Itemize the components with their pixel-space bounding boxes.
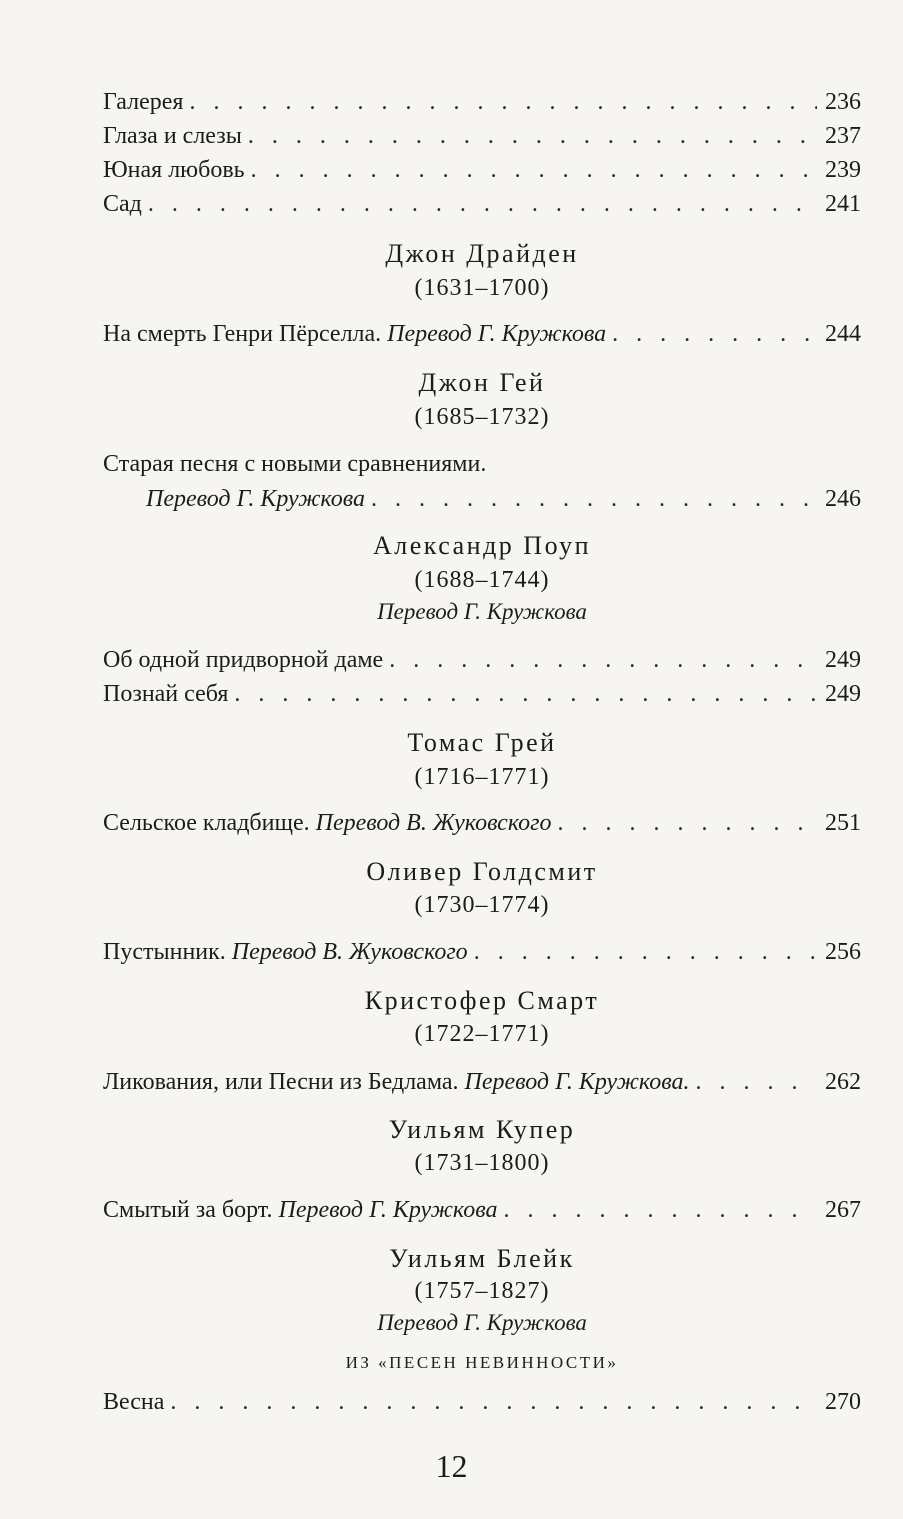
dot-leader	[251, 155, 817, 185]
entry-page: 236	[825, 89, 861, 115]
entry-page: 249	[825, 647, 861, 673]
toc-entry	[103, 937, 861, 967]
section-heading: ИЗ «ПЕСЕН НЕВИННОСТИ»	[345, 1353, 619, 1372]
entry-translator: Перевод Г. Кружкова	[278, 1197, 498, 1223]
toc-entry	[103, 319, 861, 349]
entry-title: Познай себя	[103, 681, 229, 707]
dot-leader	[389, 645, 817, 675]
dot-leader	[234, 679, 817, 709]
toc-entry	[103, 189, 861, 219]
toc-entry	[103, 121, 861, 151]
entry-title: Ликования, или Песни из Бедлама. Перевод Г. Кружкова.	[103, 1069, 690, 1095]
entry-title: Галерея	[103, 89, 184, 115]
entry-page: 244	[825, 321, 861, 347]
author-years: (1722–1771)	[414, 1021, 550, 1047]
entry-page: 270	[825, 1389, 861, 1415]
entry-page: 249	[825, 681, 861, 707]
toc-entry	[103, 679, 861, 709]
entry-page: 246	[825, 486, 861, 512]
dot-leader	[248, 121, 817, 151]
toc-entry	[103, 645, 861, 675]
entry-title: Глаза и слезы	[103, 123, 242, 149]
author-name: Джон Драйден	[385, 239, 579, 268]
entry-title	[146, 484, 365, 514]
toc-entry	[103, 155, 861, 185]
author-name: Джон Гей	[418, 368, 546, 397]
author-name: Оливер Голдсмит	[366, 857, 598, 886]
entry-title: Весна	[103, 1389, 165, 1415]
author-years: (1730–1774)	[414, 892, 550, 918]
entry-translator: Перевод Г. Кружкова.	[464, 1069, 690, 1095]
dot-leader	[474, 937, 817, 967]
toc-entry	[103, 1067, 861, 1097]
toc-entry	[103, 1387, 861, 1417]
author-years: (1757–1827)	[414, 1278, 550, 1304]
author-years: (1631–1700)	[414, 275, 550, 301]
entry-title: Смытый за борт. Перевод Г. Кружкова	[103, 1197, 498, 1223]
entry-translator: Перевод В. Жуковского	[231, 939, 468, 965]
toc-entry	[146, 484, 861, 514]
entry-page: 251	[825, 810, 861, 836]
author-name: Александр Поуп	[372, 531, 591, 560]
entry-title: Пустынник. Перевод В. Жуковского	[103, 939, 468, 965]
dot-leader	[189, 87, 817, 117]
entry-translator: Перевод В. Жуковского	[315, 810, 552, 836]
entry-title: Об одной придворной даме	[103, 647, 384, 673]
author-name: Уильям Блейк	[389, 1244, 575, 1273]
author-years: (1716–1771)	[414, 764, 550, 790]
entry-page: 239	[825, 157, 861, 183]
dot-leader	[503, 1195, 817, 1225]
entry-page: 262	[825, 1069, 861, 1095]
page-number: 12	[435, 1448, 468, 1484]
entry-translator: Перевод Г. Кружкова	[146, 486, 365, 512]
author-name: Кристофер Смарт	[364, 986, 600, 1015]
toc-entry	[103, 449, 861, 479]
entry-page: 256	[825, 939, 861, 965]
dot-leader	[148, 189, 817, 219]
entry-page: 237	[825, 123, 861, 149]
entry-translator: Перевод Г. Кружкова	[387, 321, 607, 347]
entry-title: Старая песня с новыми сравнениями.	[103, 451, 487, 477]
dot-leader	[170, 1387, 817, 1417]
toc-entry	[103, 87, 861, 117]
entry-page: 241	[825, 191, 861, 217]
toc-entry	[103, 1195, 861, 1225]
dot-leader	[558, 808, 818, 838]
entry-title: На смерть Генри Пёрселла. Перевод Г. Кружкова	[103, 321, 607, 347]
dot-leader	[695, 1067, 817, 1097]
author-translator: Перевод Г. Кружкова	[377, 599, 587, 624]
entry-title: Юная любовь	[103, 157, 245, 183]
toc-entry	[103, 808, 861, 838]
author-years: (1685–1732)	[414, 404, 550, 430]
author-name: Уильям Купер	[388, 1115, 576, 1144]
author-translator: Перевод Г. Кружкова	[377, 1310, 587, 1335]
dot-leader	[612, 319, 817, 349]
author-name: Томас Грей	[407, 728, 557, 757]
author-years: (1688–1744)	[414, 567, 550, 593]
dot-leader	[371, 484, 817, 514]
author-years: (1731–1800)	[414, 1150, 550, 1176]
entry-title: Сад	[103, 191, 142, 217]
entry-page: 267	[825, 1197, 861, 1223]
entry-title: Сельское кладбище. Перевод В. Жуковского	[103, 810, 552, 836]
